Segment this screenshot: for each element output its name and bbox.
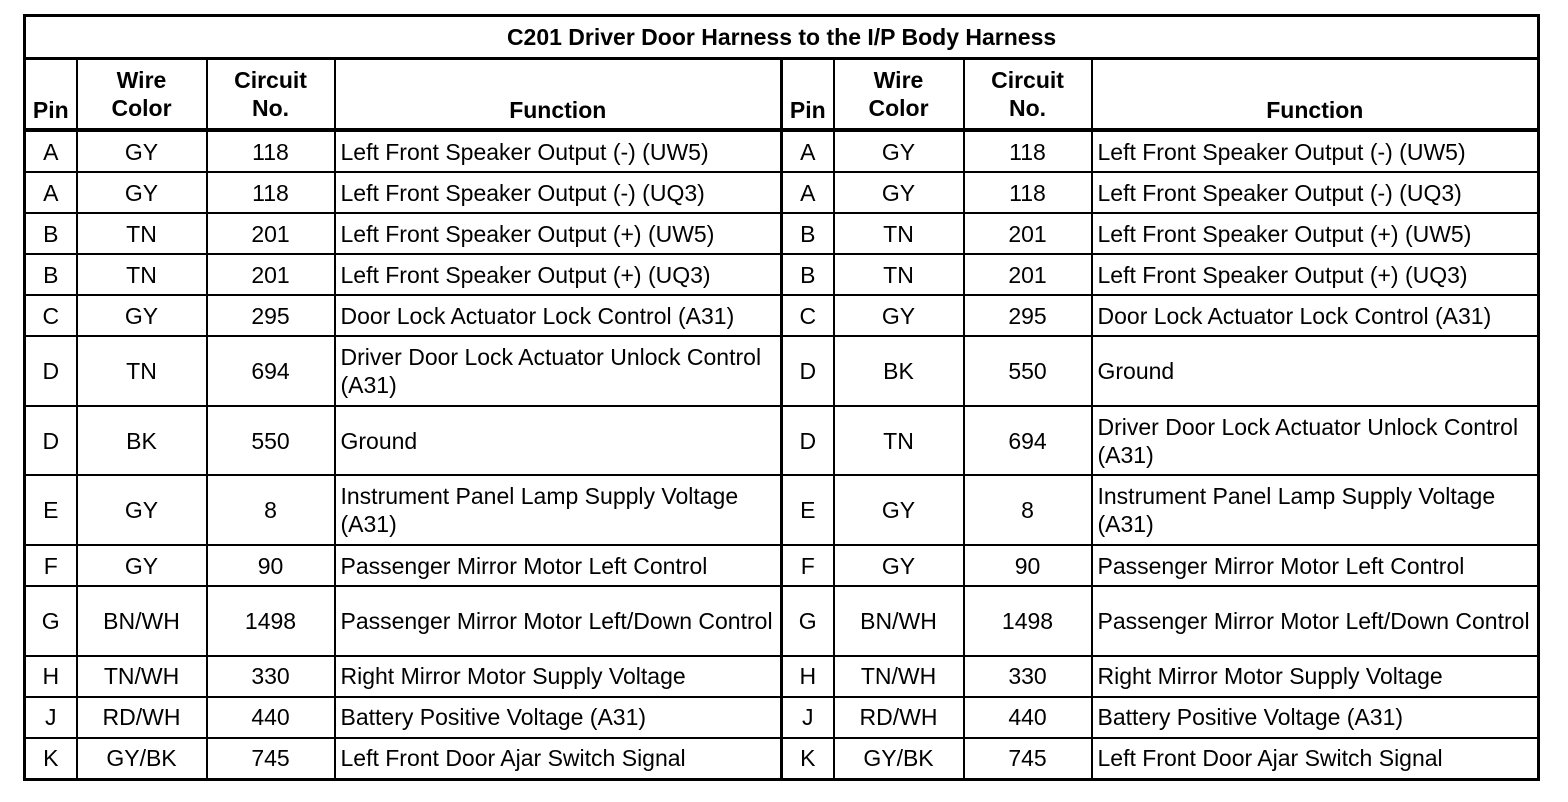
function-cell: Battery Positive Voltage (A31) <box>1092 697 1539 738</box>
wire-color-cell: BN/WH <box>834 586 964 656</box>
wire-color-cell: GY <box>834 295 964 336</box>
pin-cell: H <box>782 656 834 697</box>
header-pin-left: Pin <box>25 59 77 131</box>
wire-color-cell: GY <box>77 295 207 336</box>
function-cell: Left Front Speaker Output (+) (UW5) <box>1092 213 1539 254</box>
pin-cell: D <box>25 336 77 406</box>
function-cell: Passenger Mirror Motor Left Control <box>1092 545 1539 586</box>
pin-cell: D <box>782 336 834 406</box>
table-row <box>25 545 1539 586</box>
wire-color-cell: GY <box>834 475 964 545</box>
pin-cell: J <box>782 697 834 738</box>
header-circuit-right: Circuit No. <box>964 59 1092 131</box>
wire-color-cell: TN/WH <box>834 656 964 697</box>
pin-cell: B <box>25 213 77 254</box>
function-cell: Driver Door Lock Actuator Unlock Control (A31) <box>335 336 782 406</box>
circuit-cell: 118 <box>207 130 335 172</box>
pin-cell: C <box>25 295 77 336</box>
function-cell: Instrument Panel Lamp Supply Voltage (A31) <box>1092 475 1539 545</box>
function-cell: Left Front Door Ajar Switch Signal <box>335 738 782 780</box>
circuit-cell: 1498 <box>964 586 1092 656</box>
function-cell: Left Front Speaker Output (-) (UQ3) <box>335 172 782 213</box>
circuit-cell: 550 <box>964 336 1092 406</box>
pin-cell: C <box>782 295 834 336</box>
circuit-cell: 330 <box>964 656 1092 697</box>
pin-cell: H <box>25 656 77 697</box>
function-cell: Passenger Mirror Motor Left/Down Control <box>1092 586 1539 656</box>
circuit-cell: 201 <box>964 254 1092 295</box>
wire-color-cell: TN/WH <box>77 656 207 697</box>
header-pin-right: Pin <box>782 59 834 131</box>
circuit-cell: 295 <box>964 295 1092 336</box>
pin-cell: F <box>25 545 77 586</box>
pin-cell: K <box>25 738 77 780</box>
circuit-cell: 201 <box>207 213 335 254</box>
circuit-cell: 550 <box>207 406 335 476</box>
wire-color-cell: RD/WH <box>834 697 964 738</box>
pin-cell: B <box>782 213 834 254</box>
circuit-cell: 295 <box>207 295 335 336</box>
function-cell: Left Front Speaker Output (+) (UW5) <box>335 213 782 254</box>
table-row <box>25 130 1539 172</box>
circuit-cell: 8 <box>964 475 1092 545</box>
wire-color-cell: GY <box>77 475 207 545</box>
circuit-cell: 694 <box>964 406 1092 476</box>
function-cell: Door Lock Actuator Lock Control (A31) <box>335 295 782 336</box>
circuit-cell: 201 <box>207 254 335 295</box>
pin-cell: A <box>25 130 77 172</box>
table-row <box>25 475 1539 545</box>
table-row <box>25 656 1539 697</box>
pin-cell: K <box>782 738 834 780</box>
function-cell: Ground <box>1092 336 1539 406</box>
table-row <box>25 406 1539 476</box>
pin-cell: G <box>25 586 77 656</box>
circuit-cell: 440 <box>964 697 1092 738</box>
header-circuit-left: Circuit No. <box>207 59 335 131</box>
function-cell: Left Front Speaker Output (-) (UQ3) <box>1092 172 1539 213</box>
table-title: C201 Driver Door Harness to the I/P Body Harness <box>25 16 1539 59</box>
circuit-cell: 694 <box>207 336 335 406</box>
wire-color-cell: GY <box>834 545 964 586</box>
pin-cell: A <box>782 130 834 172</box>
circuit-cell: 201 <box>964 213 1092 254</box>
header-function-right: Function <box>1092 59 1539 131</box>
pin-cell: A <box>782 172 834 213</box>
pin-cell: D <box>25 406 77 476</box>
function-cell: Battery Positive Voltage (A31) <box>335 697 782 738</box>
wire-color-cell: TN <box>77 213 207 254</box>
circuit-cell: 745 <box>964 738 1092 780</box>
table-row <box>25 697 1539 738</box>
function-cell: Left Front Door Ajar Switch Signal <box>1092 738 1539 780</box>
function-cell: Left Front Speaker Output (+) (UQ3) <box>1092 254 1539 295</box>
pin-cell: D <box>782 406 834 476</box>
wire-color-cell: GY/BK <box>77 738 207 780</box>
wire-color-cell: RD/WH <box>77 697 207 738</box>
function-cell: Passenger Mirror Motor Left/Down Control <box>335 586 782 656</box>
wire-color-cell: GY <box>77 172 207 213</box>
wire-color-cell: BK <box>834 336 964 406</box>
function-cell: Right Mirror Motor Supply Voltage <box>335 656 782 697</box>
function-cell: Right Mirror Motor Supply Voltage <box>1092 656 1539 697</box>
table-row <box>25 295 1539 336</box>
wire-color-cell: TN <box>834 406 964 476</box>
circuit-cell: 90 <box>964 545 1092 586</box>
table-row <box>25 254 1539 295</box>
pin-cell: A <box>25 172 77 213</box>
pin-cell: B <box>25 254 77 295</box>
table-row <box>25 336 1539 406</box>
circuit-cell: 118 <box>207 172 335 213</box>
wire-color-cell: BN/WH <box>77 586 207 656</box>
wire-color-cell: BK <box>77 406 207 476</box>
circuit-cell: 330 <box>207 656 335 697</box>
function-cell: Ground <box>335 406 782 476</box>
wire-color-cell: TN <box>834 213 964 254</box>
wire-color-cell: GY <box>77 130 207 172</box>
pin-cell: E <box>25 475 77 545</box>
circuit-cell: 745 <box>207 738 335 780</box>
function-cell: Passenger Mirror Motor Left Control <box>335 545 782 586</box>
pin-cell: B <box>782 254 834 295</box>
header-wire-color-right: Wire Color <box>834 59 964 131</box>
circuit-cell: 8 <box>207 475 335 545</box>
pin-cell: F <box>782 545 834 586</box>
function-cell: Instrument Panel Lamp Supply Voltage (A31) <box>335 475 782 545</box>
function-cell: Left Front Speaker Output (-) (UW5) <box>1092 130 1539 172</box>
header-function-left: Function <box>335 59 782 131</box>
function-cell: Left Front Speaker Output (-) (UW5) <box>335 130 782 172</box>
wire-color-cell: GY <box>77 545 207 586</box>
connector-table <box>23 14 1540 781</box>
pin-cell: E <box>782 475 834 545</box>
table-row <box>25 586 1539 656</box>
wire-color-cell: TN <box>77 254 207 295</box>
function-cell: Left Front Speaker Output (+) (UQ3) <box>335 254 782 295</box>
wire-color-cell: GY <box>834 130 964 172</box>
wire-color-cell: TN <box>77 336 207 406</box>
circuit-cell: 440 <box>207 697 335 738</box>
circuit-cell: 118 <box>964 172 1092 213</box>
circuit-cell: 90 <box>207 545 335 586</box>
header-wire-color-left: Wire Color <box>77 59 207 131</box>
wire-color-cell: GY <box>834 172 964 213</box>
pin-cell: G <box>782 586 834 656</box>
wire-color-cell: TN <box>834 254 964 295</box>
pin-cell: J <box>25 697 77 738</box>
table-row <box>25 213 1539 254</box>
circuit-cell: 118 <box>964 130 1092 172</box>
function-cell: Driver Door Lock Actuator Unlock Control (A31) <box>1092 406 1539 476</box>
table-row <box>25 172 1539 213</box>
table-row <box>25 738 1539 780</box>
wire-color-cell: GY/BK <box>834 738 964 780</box>
function-cell: Door Lock Actuator Lock Control (A31) <box>1092 295 1539 336</box>
circuit-cell: 1498 <box>207 586 335 656</box>
